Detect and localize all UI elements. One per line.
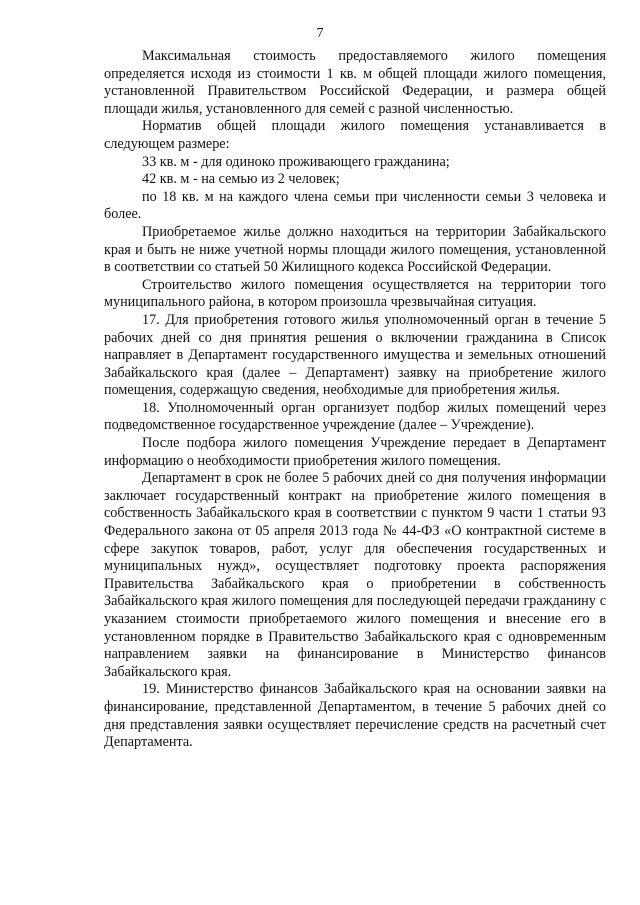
paragraph-location-requirement: Приобретаемое жилье должно находиться на территории Забайкальского края и быть не ниже учетной нормы площади жилого помещения, установленной в соответствии со статьей 50 Жилищного кодекса Российской Федерации. [104,223,606,276]
page-number: 7 [316,26,324,41]
list-item-family-of-two: 42 кв. м - на семью из 2 человек; [142,171,340,188]
paragraph-department-contract: Департамент в срок не более 5 рабочих дней со дня получения информации заключает государственный контракт на приобретение жилого помещения в собственность Забайкальского края в соответствии с пунктом 9 части 1 статьи 93 Федерального закона от 05 апреля 2013 года № 44-ФЗ «О контрактной системе в сфере закупок товаров, работ, услуг для обеспечения государственных и муниципальных нужд», осуществляет подготовку проекта распоряжения Правительства Забайкальского края о приобретении в собственность Забайкальского края жилого помещения для последующей передачи гражданину с указанием стоимости приобретаемого жилого помещения и внесение его в установленном порядке в Правительство Забайкальского края с одновременным направлением заявки на финансирование в Министерство финансов Забайкальского края. [104,470,606,680]
paragraph-construction: Строительство жилого помещения осуществляется на территории того муниципального района, в котором произошла чрезвычайная ситуация. [104,276,606,311]
paragraph-item-17: 17. Для приобретения готового жилья уполномоченный орган в течение 5 рабочих дней со дня принятия решения о включении гражданина в Список направляет в Департамент государственного имущества и земельных отношений Забайкальского края (далее – Департамент) заявку на приобретение жилого помещения, содержащую сведения, необходимые для приобретения жилья. [104,311,606,399]
paragraph-after-selection: После подбора жилого помещения Учреждение передает в Департамент информацию о необходимости приобретения жилого помещения. [104,435,606,469]
list-item-single: 33 кв. м - для одиноко проживающего гражданина; [142,153,450,170]
list-item-family-three-plus: по 18 кв. м на каждого члена семьи при численности семьи 3 человека и более. [104,188,606,223]
paragraph-item-18: 18. Уполномоченный орган организует подбор жилых помещений через подведомственное государственное учреждение (далее – Учреждение). [104,399,606,434]
paragraph-max-cost: Максимальная стоимость предоставляемого жилого помещения определяется исходя из стоимости 1 кв. м общей площади жилого помещения, установленной Правительством Российской Федерации, и размера общей площади жилья, установленного для семей с разной численностью. [104,48,606,117]
document-body [104,48,606,752]
paragraph-item-19: 19. Министерство финансов Забайкальского края на основании заявки на финансирование, представленной Департаментом, в течение 5 рабочих дней со дня представления заявки осуществляет перечисление средств на расчетный счет Департамента. [104,681,606,751]
paragraph-area-norm: Норматив общей площади жилого помещения устанавливается в следующем размере: [104,118,606,152]
